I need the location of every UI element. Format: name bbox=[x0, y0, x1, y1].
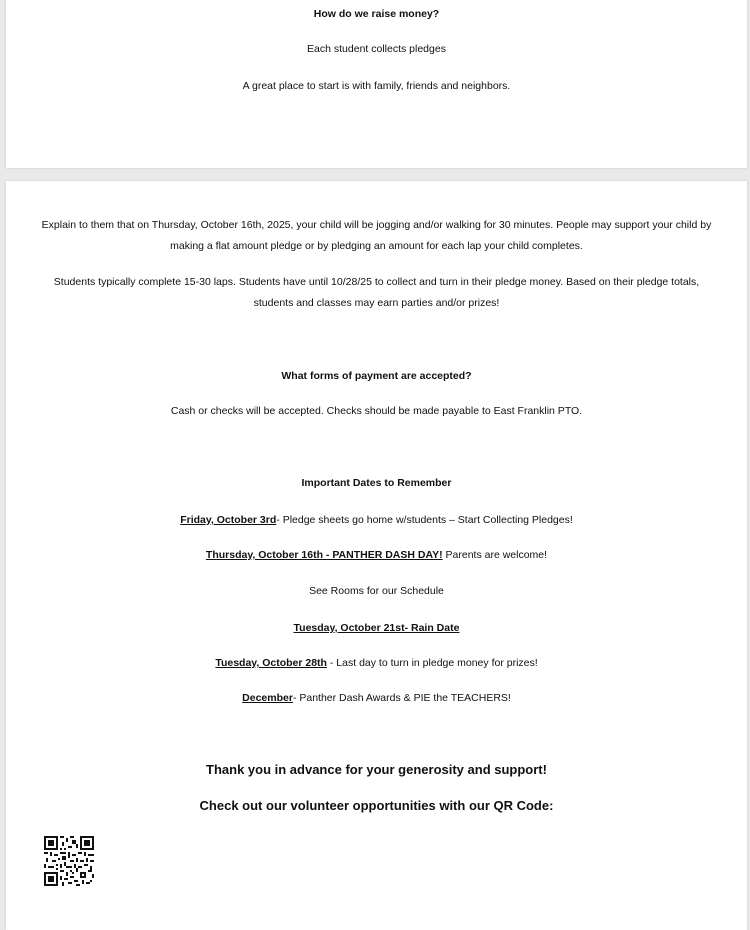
date-description: Parents are welcome! bbox=[442, 549, 548, 561]
thank-you-text: Thank you in advance for your generosity and support! bbox=[206, 762, 547, 777]
date-item bbox=[6, 584, 747, 598]
date-description: See Rooms for our Schedule bbox=[309, 585, 444, 597]
date-item bbox=[6, 621, 747, 635]
explain-paragraph: Explain to them that on Thursday, October 16th, 2025, your child will be jogging and/or walking for 30 minutes. People may support your child by making a flat amount pledge or by pledging an amount for each lap your child completes. bbox=[41, 219, 712, 252]
date-label: Tuesday, October 28th bbox=[215, 657, 327, 669]
flyer-page-1 bbox=[6, 0, 747, 168]
date-description: - Pledge sheets go home w/students – Start Collecting Pledges! bbox=[276, 514, 573, 526]
date-label: Tuesday, October 21st- Rain Date bbox=[293, 622, 460, 634]
qr-code-icon[interactable] bbox=[44, 836, 94, 886]
payment-heading: What forms of payment are accepted? bbox=[281, 370, 472, 382]
flyer-page-2 bbox=[6, 181, 747, 930]
date-item bbox=[6, 513, 747, 527]
date-label: Friday, October 3rd bbox=[180, 514, 277, 526]
raise-money-heading: How do we raise money? bbox=[313, 8, 440, 20]
laps-paragraph: Students typically complete 15-30 laps. Students have until 10/28/25 to collect and turn in their pledge money. Based on their pledge totals, students and classes may earn parties and/or prizes! bbox=[53, 276, 700, 309]
date-label: December bbox=[242, 692, 293, 704]
date-description: - Last day to turn in pledge money for prizes! bbox=[326, 657, 538, 669]
start-with-family-text: A great place to start is with family, friends and neighbors. bbox=[242, 80, 511, 92]
volunteer-text: Check out our volunteer opportunities with our QR Code: bbox=[199, 798, 554, 813]
date-label: Thursday, October 16th - PANTHER DASH DAY! bbox=[205, 549, 443, 561]
date-description: - Panther Dash Awards & PIE the TEACHERS! bbox=[292, 692, 511, 704]
date-item bbox=[6, 656, 747, 670]
payment-text: Cash or checks will be accepted. Checks should be made payable to East Franklin PTO. bbox=[170, 405, 583, 417]
date-item bbox=[6, 691, 747, 705]
date-item bbox=[6, 548, 747, 562]
collect-pledges-text: Each student collects pledges bbox=[307, 43, 446, 55]
dates-heading: Important Dates to Remember bbox=[301, 477, 452, 489]
